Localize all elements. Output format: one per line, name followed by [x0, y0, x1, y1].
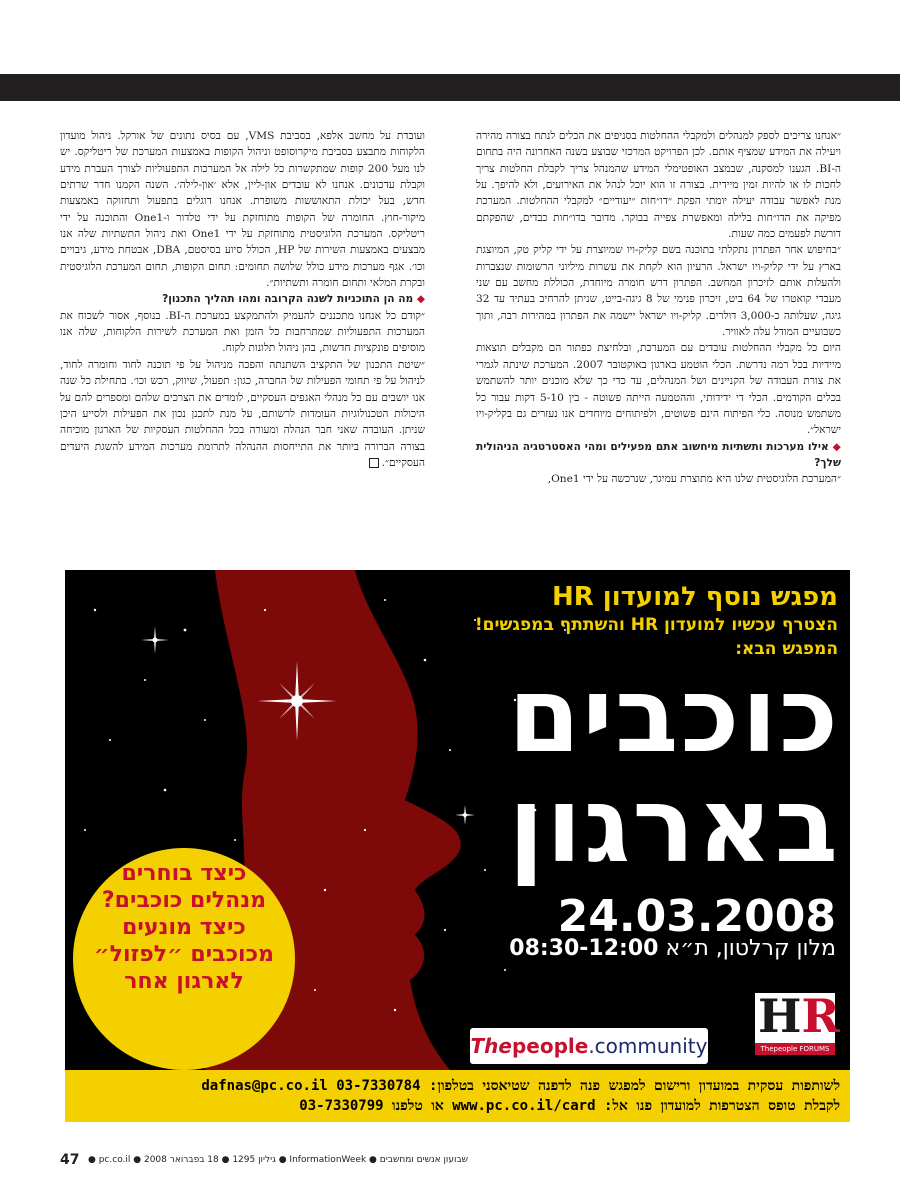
paragraph: ״המערכת הלוגיסטית שלנו היא מתוצרת עמיגר, שנרכשה על ידי One1,: [547, 473, 841, 486]
interview-question: ◆ מה הן התוכניות לשנה הקרובה ומהו תהליך התכנון?: [162, 293, 425, 306]
event-time: 08:30-12:00: [509, 936, 659, 961]
event-venue-time: [509, 935, 836, 963]
ad-subline: הצטרף עכשיו למועדון HR והשתתף במפגשים!: [474, 615, 838, 635]
paragraph: ״אנחנו צריכים לספק למנהלים ולמקבלי ההחלטות בסניפים את הכלים לנתח בצורה מהירה ויעילה את המידע שמציף אותם. לכן הפרויקט המרכזי שבוצע בשנה האחרונה היה בתחום ה-BI. הגענו למסקנה, שבמצב האופטימלי המידע שהמנהל צריך לקבלת החלטות צריך לחכות לו או להיות זמין מיידית. בצורה זו הוא יוכל לנהל את האירועים, ולא להיפך. על מנת לאפשר עבודה יעילה יומתי הפקת ״דו״חות ״יעודיים״ למקבלי ההחלטות. המערכת מפיקה את הדו״חות בלילה ומאפשרת צפייה בבוקר. מדובר בדו״חות כבדים, שהפקתם דורשת לפעמים כמה שעות.: [476, 130, 841, 241]
ad-subline: המפגש הבא:: [735, 639, 838, 659]
paragraph: היום כל מקבלי ההחלטות עובדים עם המערכת, ובלחיצת כפתור הם מקבלים תוצאות מיידיות בכל רמה נדרשת. הכלי הוטמע בארגון באוקטובר 2007. המערכת שינתה לגמרי את צורת העבודה של הקניינים ושל המנהלים, עד כדי כך שלא מוכנים יותר להשתמש בכלים הקודמים. הכלי די ידידותי, וההטמעה הייתה פשוטה - בין 5-10 דקות עבור כל משתמש מנוסה. כלי הפיתוח הינם פשוטים, ולפיתוחים מיוחדים אנו נעזרים גם בקליק-ויו ישראל״.: [476, 342, 842, 437]
contact-line: לשותפות עסקית במועדון ורישום למפגש פנה לדפנה שטיאסני בטלפון: 03-7330784 dafnas@pc.co.il: [201, 1078, 840, 1094]
contact-line: לקבלת טופס הצטרפות למועדון פנו אל: www.pc.co.il/card או טלפנו 03-7330799: [299, 1098, 840, 1114]
event-date: 24.03.2008: [557, 891, 836, 942]
paragraph: ועובדת על מחשב אלפא, בסביבת VMS, עם בסיס נתונים של אורקל. ניהול מועדון הלקוחות מתבצע בסביבת מיקרוסופט וניהול הקופות באמצעות המערכת של ריטליקס. יש לנו מעל 200 קופות שמתקשרות כל לילה אל המערכות התפעוליות לצורך העברת מידע וקבלת עדכונים. אנחנו לא עובדים און-ליין, אלא ׳און-לילה׳. השנה הקמנו חדר שרתים חדש, בעל יכולת התאוששות משופרת. אנחנו דוגלים בתפעול ותחזוקה באמצעות מיקור-חוץ. החומרה של הקופות מתוחזקת על ידי טלדור ו-One1 והתוכנה על ידי ריטליקס. המערכת הלוגיסטית מתוחזקת על ידי One1 ואת ניהול התשתיות שלה אנו מבצעים באמצעות השירות של HP, הכולל סיוע בסיסטם, DBA, אבטחת מידע, גיבויים וכו׳. אגף מערכות מידע כולל שלושה תחומים: תחום הקופות, תחום המערכת הלוגיסטית ובקרת המלאי ותחום חומרה ותשתיות״.: [60, 130, 426, 290]
ad-contact-bar: [65, 1070, 850, 1122]
diamond-bullet-icon: ◆: [828, 440, 841, 453]
article-column-left: [60, 128, 425, 471]
page-footer: [60, 1152, 850, 1170]
sparkle-star-icon: [455, 805, 475, 825]
hr-club-advertisement: [65, 570, 850, 1070]
event-venue: מלון קרלטון, ת״א: [665, 936, 836, 961]
page-number: 47: [60, 1152, 80, 1168]
diamond-bullet-icon: ◆: [413, 293, 425, 306]
header-bar: [0, 74, 900, 101]
article-column-right: [476, 128, 841, 488]
circle-text: כיצד בוחרים מנהלים כוכבים? כיצד מונעים מכוכבים ״לפזול״ לארגון אחר: [94, 861, 274, 994]
interview-question: ◆ אילו מערכות ותשתיות מיחשוב אתם מפעילים ומהי האסטרטגיה הניהולית שלך?: [476, 440, 841, 469]
paragraph: ״בחיפוש אחר הפתרון נתקלתי בתוכנה בשם קליק-ויו שמיוצרת על ידי קליק טק, המיוצגת בארץ על ידי קליק-ויו ישראל. הרעיון הוא לקחת את עשרות מיליוני הרשומות שנצברות ולהעלות אותם לזיכרון המחשב. הפתרון דרש חומרה מיוחדת, הכוללת מחשב עם שני מעבדי קואטרו של 64 ביט, זיכרון פנימי של 8 גיגה-בייט, שניתן להרחיב בעתיד עד 32 גיגה, שעלותה כ-3,000 דולרים. קליק-ויו ישראל יישמה את הפתרון במהירות רבה, ותוך כשבועיים המודל עלה לאוויר.: [476, 244, 841, 339]
thepeople-community-logo: Thepeople.community: [470, 1028, 708, 1064]
paragraph: ״קודם כל אנחנו מתכננים להעמיק ולהתמקצע במערכת ה-BI. בנוסף, אסור לשכוח את המערכות התפעוליות שמתרחבות כל הזמן ואת המערכת לשירות הלקוחות, שלה אנו מוסיפים פונקציות חדשות, בהן ניהול תלונות לקוח.: [60, 309, 425, 355]
paragraph: ״שיטת התכנון של התקציב השתנתה והפכה מניהול על פי תוכנה לחוד וחומרה לחוד, לניהול על פי תחומי הפעילות של החברה, כגון: תפעול, שיווק, רכש וכו׳. בתחילת כל שנה אנו יושבים עם כל מנהלי האגפים העסקיים, לומדים את הצרכים שלהם ומספרים להם על היכולות הטכנולוגיות העומדות לרשותם, על מנת לתכנן נכון את הפעילות ולסייע היכן שניתן. העובדה שאני חבר הנהלה ומעורה בכל ההחלטות העסקיות של הארגון מוכיחה בצורה הברורה ביותר את התייחסות ההנהלה לתרומת מערכות המידע להשגת היעדים העסקיים״.: [60, 358, 425, 469]
ad-title: כוכבים: [508, 654, 840, 776]
end-of-article-icon: [369, 458, 379, 468]
ad-headline: מפגש נוסף למועדון HR: [551, 582, 838, 612]
sparkle-star-icon: [141, 626, 169, 654]
hr-forums-logo: HR Thepeople FORUMS: [755, 993, 835, 1055]
ad-title: בארגון: [508, 764, 840, 886]
footer-text: שבועון אנשים ומחשבים ● InformationWeek ● גיליון 1295 ● 18 בפברואר 2008 ● pc.co.il ●: [88, 1155, 469, 1165]
